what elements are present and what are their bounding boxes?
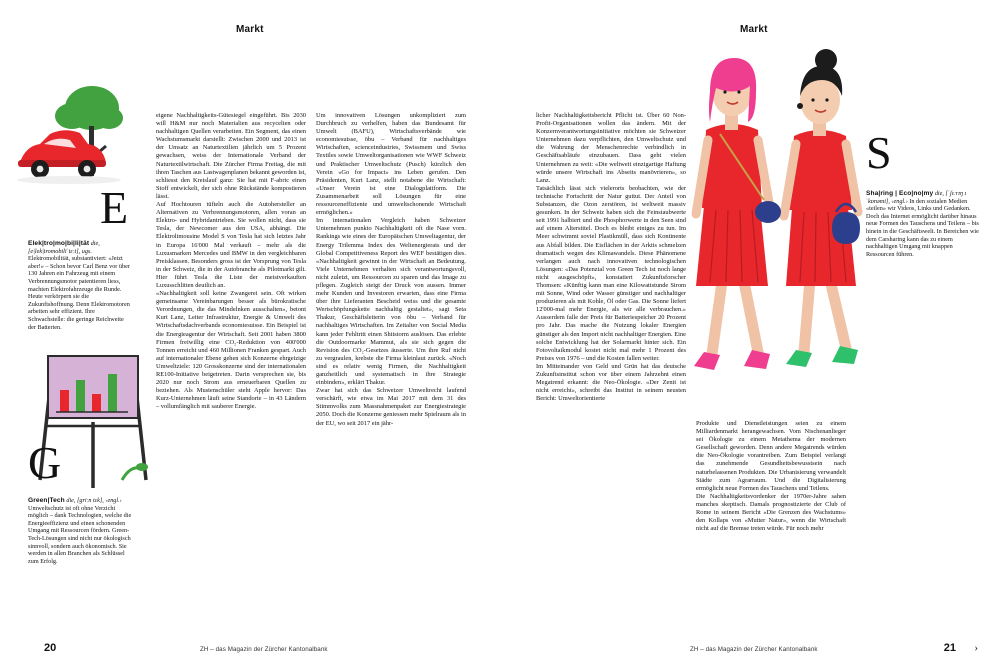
glossary-term: Green|Tech (28, 497, 65, 504)
glossary-sharing-economy (866, 190, 982, 258)
glossary-greentech (28, 497, 132, 565)
glossary-pronunciation: die, [ˈʃɛːrɪŋ ɪˈkɒnəmi], ‹engl.› (866, 190, 967, 205)
paragraph: Die Nachhaltigkeitsvordenker der 1970er-Jahre sahen manches skeptisch. Damals prognostizierte der Club of Rome in seinem Bericht «Die Grenzen des Wachstums» den Kollaps von «Mutter Natur», wenn die Wirtschaft nicht auf die Bremse treten würde. Für noch mehr (696, 492, 846, 533)
page-right (500, 0, 1000, 670)
body-column-2 (316, 112, 466, 612)
body-column-1 (156, 112, 306, 612)
glossary-term: Sha|ring | Eco|no|my (866, 190, 934, 197)
glossary-body: In den sozialen Medien «teilen» wir Videos, Links und Gedanken. Doch das Internet ermöglicht darüber hinaus neue Formen des Tauschens und Teilens – bis hinein in die Geschäftswelt. In Bereichen wie dem Carsharing kann das zu einem nachhaltigen Umgang mit knappen Ressourcen führen. (866, 197, 979, 258)
dropcap-letter-s: S (866, 127, 892, 178)
continuation-arrow: › (974, 642, 978, 654)
colophon-right: ZH – das Magazin der Zürcher Kantonalbank (690, 646, 818, 653)
body-column-3 (536, 112, 686, 612)
dropcap-letter-g: G (28, 437, 62, 488)
body-column-4 (696, 420, 846, 615)
paragraph: Tatsächlich lässt sich vielerorts beobachten, wie der technische Fortschritt der Natur guttut. Der Anteil von Substanzen, die Ozon zerstören, ist weltweit massiv gesunken. In der Schweiz haben sich die Feinstaubwerte seit 1991 halbiert und die Phosphorwerte in den Seen sind auf einem Alterstitel. Doch es bleibt einiges zu tun. Im Meer schwimmt soviel Plastikmüll, dass sich Kontinente aus Abfall bilden. Die Eisflächen in der Arktis schmelzen dramatisch wegen des Klimawandels. Diese Phänomene verlangen auch nach innovativen technologischen Lösungen: «Das Potenzial von Green Tech ist noch lange nicht ausgeschöpft», konstatiert Zukunftsforscher Thomsen: «Künftig kann man eine Kilowattstunde Strom mit Sonne, Wind oder Wasser günstiger und nachhaltiger produzieren als mit Kohle, Öl oder Gas. Die Sonne liefert 12'000-mal mehr Energie, als wir alle verbrauchen.» Ausserdem falle der Preis für Batteriespeicher 20 Prozent pro Jahr. Das mache die Nutzung lokaler Energien günstiger als den Import nicht nachhaltiger Energien. Eine solche Entwicklung hat der Solarmarkt hinter sich. Ein Fotovoltaikmodul kostet nicht mal mehr 1 Prozent des Preises von 1976 – und die Kosten fallen weiter. (536, 184, 686, 362)
paragraph: Um innovativen Lösungen unkompliziert zum Durchbruch zu verhelfen, haben das Bundesamt für Umwelt (BAFU), Wirtschaftsverbände wie economiesuisse, öbu – Verband für nachhaltiges Wirtschaften, scienceindustries, Swissmem und Swiss Textiles sowie Umweltorganisationen wie WWF Schweiz und Praktischer Umweltschutz (Pusch) kürzlich den Verein «Go for Impact» ins Leben gerufen. Den Präsidenten, Kurt Lanz, stellt notabene die Wirtschaft: «Unser Verein ist eine Dialogplattform. Die Zusammenarbeit soll Lösungen für eine ressourceneffiziente und umweltschonende Wirtschaft ermöglichen.» (316, 112, 466, 217)
paragraph: Zwar hat sich das Schweizer Umweltrecht laufend verschärft, wie etwa im Mai 2017 mit dem 31 des Stimmvolks zum Massnahmenpaket zur Energiestrategie 2050. Doch die Konzerne geniessen mehr Spielraum als in der EU, wo seit 2017 ein jähr- (316, 387, 466, 427)
dropcap-letter-e: E (100, 182, 129, 233)
paragraph: eigene Nachhaltigkeits-Gütesiegel eingeführt. Bis 2030 will H&M nur noch Materialien aus recycelten oder nachhaltigen Quellen verarbeiten. Ein Segment, das einen Wachstumsmarkt darstellt: Zwischen 2000 und 2013 ist der Umsatz an Naturtextilien jährlich um 5 Prozent gewachsen, weiss der Internationale Verband der Naturtextilwirtschaft. Die Zürcher Firma Freitag, die mit ihren Taschen aus Lastwagenplanen bekannt geworden ist, schliesst den Kreislauf ganz: Sie hat mit F-abric einen Stoff entwickelt, der sich ohne Rückstände kompostieren lässt. (156, 112, 306, 200)
glossary-body: Elektromobilität, substantiviert: «Jetzt aber!» – Schon bevor Carl Benz vor über 130 Jahren ein Fahrzeug mit einem Verbrennungsmotor patentieren liess, machten Elektrofahrzeuge die Runde. Heute verkörpern sie die Zukunftshoffnung. Denn Elektromotoren arbeiten sehr effizient. Ihre Schwachstelle: die geringe Reichweite der Batterien. (28, 255, 130, 331)
running-head-left: Markt (236, 24, 264, 35)
glossary-body: Umweltschutz ist oft ohne Verzicht möglich – dank Technologien, welche die Energieeffizienz und einen schonenden Umgang mit Ressourcen fördern. Green-Tech-Lösungen sind nicht nur ökologisch sinnvoll, sondern auch ökonomisch. Sie werden in allen Branchen als Schlüssel zum Erfolg. (28, 504, 132, 565)
paragraph: «Nachhaltigkeit soll keine Zwangerei sein. Oft wirken gemeinsame Vereinbarungen besser als bürokratische Verordnungen, die das Mindelnken ausschalten», betont Kurt Lanz, Leiter Infrastruktur, Energie & Umwelt des Wirtschaftsdachverbands economiesuisse. Ein Beispiel ist die Energieagentur der Wirtschaft. Seit 2001 haben 3800 Firmen freiwillig eine CO₂-Reduktion von 400'000 Tonnen erreicht und 460 Millionen Franken gespart. Auch auf internationaler Ebene gehen sich Konzerne ehrgeizige Umweltziele: 120 Grosskonzerne sind der internationalen RE100-Initiative beigetreten. Darin versprechen sie, bis 2020 nur noch Strom aus erneuerbaren Quellen zu beziehen. Als Mustenschüler steht Apple hervor: Das Kurz-Unternehmen läuft seine Standorte – in 43 Ländern – vollumfänglich mit sauberer Energie. (156, 290, 306, 411)
two-women-walking-illustration (660, 30, 890, 410)
glossary-pronunciation: die, [griːn tɛk], ‹engl.› (66, 497, 122, 504)
glossary-pronunciation: die, [e|lek|tromobiliˈtɛːt], ugs. (28, 240, 100, 255)
running-head-right: Markt (740, 24, 768, 35)
folio-left: 20 (44, 642, 57, 654)
paragraph: Im Mitteinander von Geld und Grün hat das deutsche Zukunftsinstitut schon vor über einem Jahrzehnt einen Megatrend erkannt: die Neo-Ökologie. «Der Zenit ist nicht erreicht», schreibt das Institut in seinem neusten Bericht: Umweltorientierte (536, 362, 686, 403)
colophon-left: ZH – das Magazin der Zürcher Kantonalbank (200, 646, 328, 653)
paragraph: licher Nachhaltigkeitsbericht Pflicht ist. Über 60 Non-Profit-Organisationen wollen das ändern. Mit der Konzernverantwortungsinitiative möchten sie Schweizer Unternehmen dazu verpflichten, den Umweltschutz und die Wahrung der Menschenrechte verbindlich in Geschäftsabläufe einzubauen. Dass geht vielen Unternehmen zu weit: «Die weltweit einzigartige Haftung würde unsere Wirtschaft ins Abseits manövrieren», so Lanz. (536, 112, 686, 184)
folio-right: 21 (943, 642, 956, 654)
paragraph: Produkte und Dienstleistungen seien zu einem Milliardenmarkt herangewachsen. Vom Nischenanlieger sei Ökologie zu einem Metathema der modernen Gesellschaft geworden. Denn andere Megatrends würden die Neo-Ökologie vorantreiben. Zum Beispiel verlangt das zunehmende Gesundheitsbewusstsein nach naturbelassenen Produkten. Die Urbanisierung verwandelt Städte zum Agrarraum. Und die Digitalisierung ermöglicht neue Formen des Tauschens und Teilens. (696, 420, 846, 492)
glossary-term: Elek|tro|mo|bi|li|tät (28, 240, 90, 247)
paragraph: Auf Hochtouren tüfteln auch die Autohersteller an Alternativen zu Verbrennungsmotoren, allen voran an Elektro- und Hybridantrieben. Sie wollen nicht, dass sie Tesla, der Newcomer aus den USA, abhängt. Die Elektrolimousine Model S von Tesla hat sich letztes Jahr in Europa 16'000 Mal verkauft – mehr als die Luxusmarken Mercedes und BMW in den vergleichbaren Preisklassen. Besonders gross ist der Vorsprung von Tesla in der Schweiz, die in der Autobranche als Pilotmarkt gilt. Hier führt Tesla die Liste der meistverkauften Luxusschlitten deutlich an. (156, 201, 306, 289)
paragraph: Im internationalen Vergleich haben Schweizer Unternehmen punkto Nachhaltigkeit oft die Nase vorn. Rankings wie eines der Europäischen Umweltagentur, der Energy Trilemma Index des Weltenergierats und der Global Competitiveness Report des WEF bestätigen dies. «Nachhaltigkeit gewinnt in der Wirtschaft an Bedeutung. Viele Unternehmen verhalten sich verantwortungsvoll, nicht zuletzt, um Ressourcen zu sparen und das Image zu pflegen. Zugleich steigt der Druck von aussen. Immer mehr Kunden und Investoren erwarten, dass eine Firma über ihre Lieferanten Bescheid weiss und die gesamte Wertschöpfungskette nachhaltig gestaltet», sagt Seta Thakur, Geschäftsleiterin von öbu – Verband für nachhaltiges Wirtschaften. Im Zeitalter von Social Media kann jeder Fehltritt einen Shitstorm auslösen. Das erlebte die Outdoormarke Mammut, als sie sich gegen die Revision des CO₂-Gesetzes äusserte. Um ihre Ruf nicht zu vergraulen, krebste die Firma kleinlaut zurück. «Noch sind es relativ wenig Firmen, die Nachhaltigkeit ganzheitlich und systematisch in ihre Strategie einbinden», erklärt Thakur. (316, 217, 466, 387)
glossary-elektromobilitaet (28, 240, 132, 331)
